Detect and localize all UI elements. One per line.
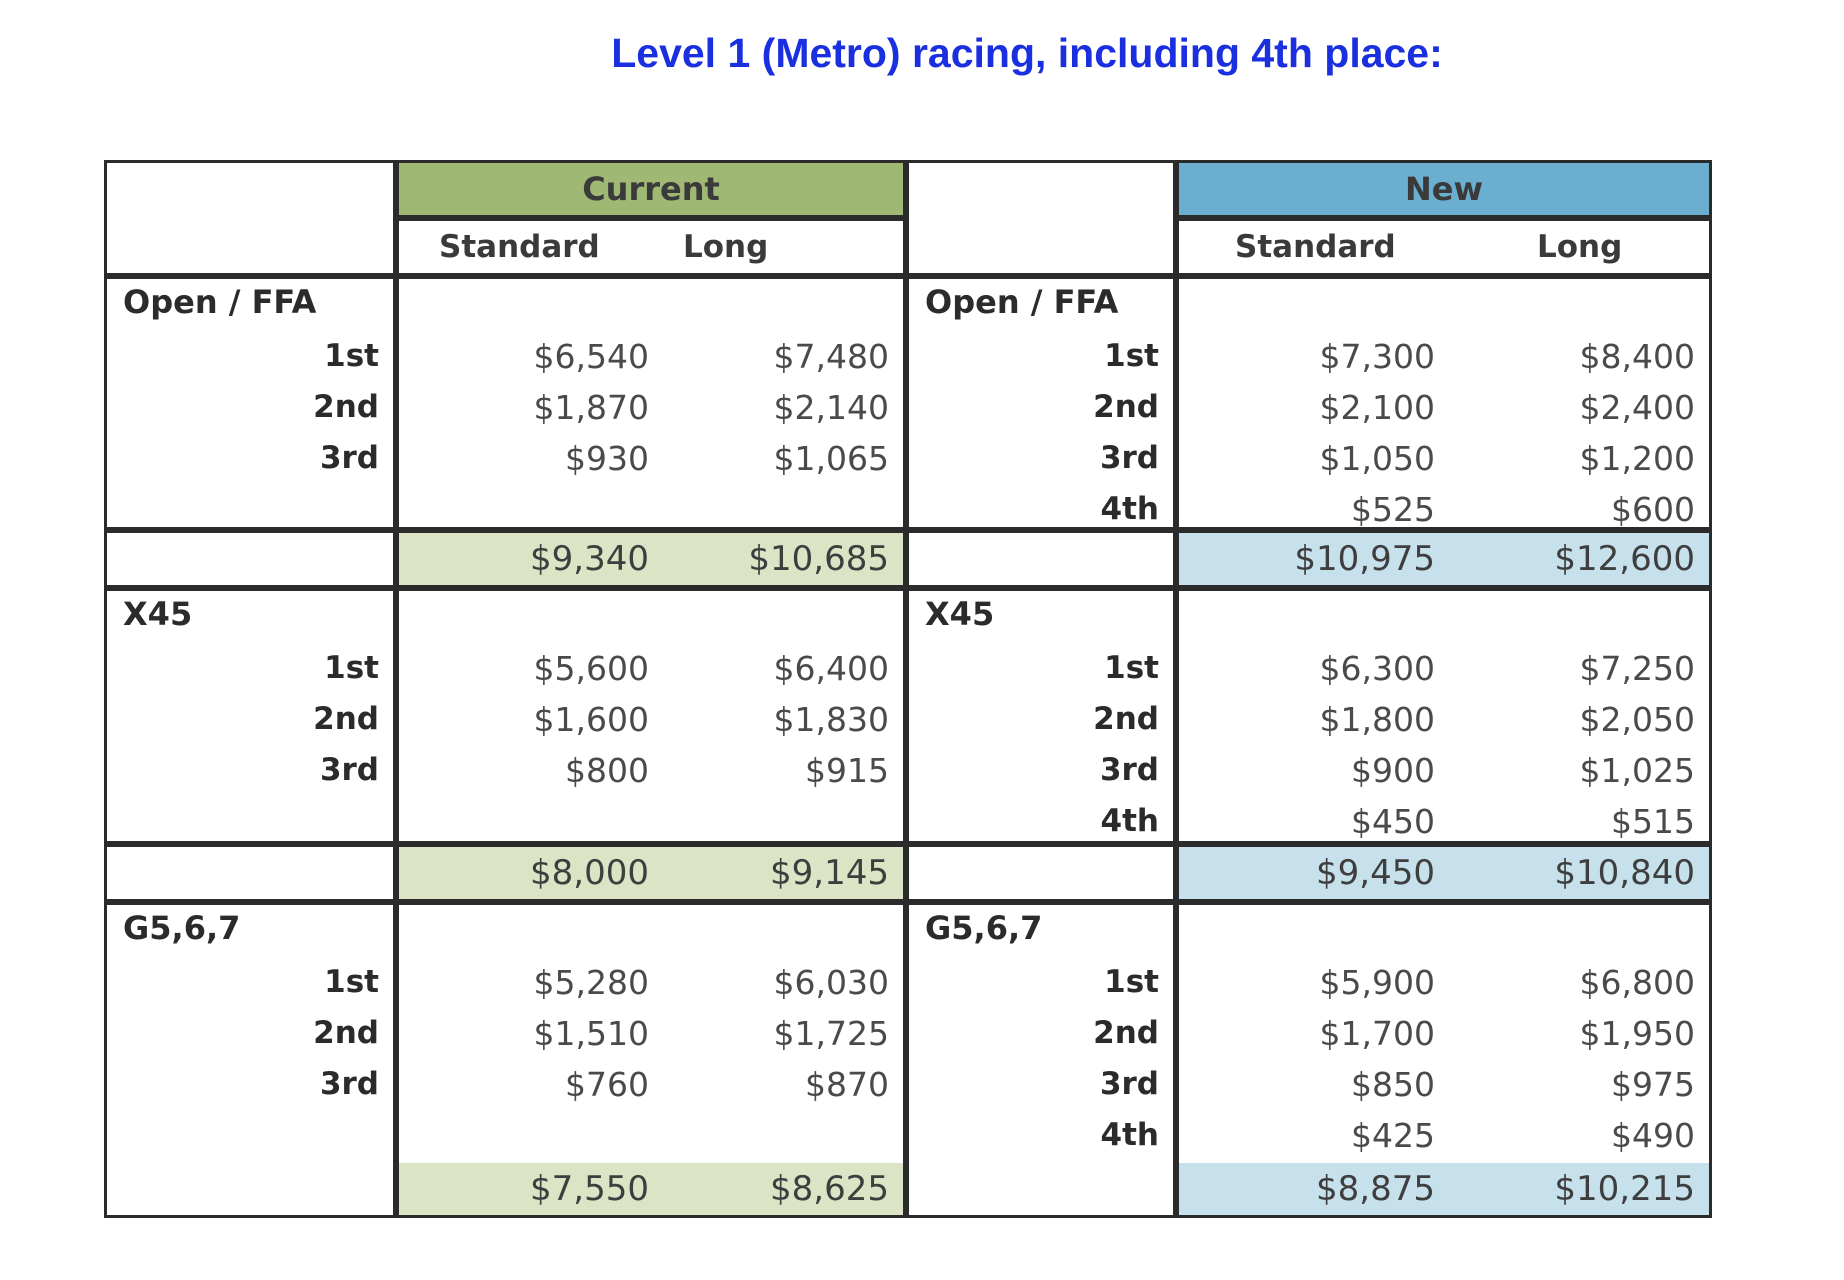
current-header: Current [396,160,906,218]
prize-value: $1,200 [1579,439,1695,478]
current-total-g567 [399,1163,903,1215]
prize-value: $1,725 [773,1014,889,1053]
total-blank-cell [104,844,396,902]
place-label: 1st [324,338,379,374]
prize-value: $1,065 [773,439,889,478]
place-list [313,643,379,796]
prize-value: $1,510 [533,1014,649,1053]
total-value: $9,340 [530,539,649,579]
prize-value: $6,300 [1319,649,1435,688]
prize-value: $6,540 [533,337,649,376]
long-values [1580,331,1695,535]
place-list [1093,643,1159,847]
prize-value: $760 [565,1065,649,1104]
new-values-g567 [1176,902,1712,1218]
category-label: X45 [925,595,995,633]
current-standard-header: Standard [439,229,600,265]
prize-value: $8,400 [1579,337,1695,376]
prize-value: $515 [1611,802,1695,841]
prize-value: $2,140 [773,388,889,427]
place-label: 4th [1100,1117,1159,1153]
total-blank-cell [906,530,1176,588]
current-values-g567 [396,902,906,1218]
total-value: $8,625 [770,1169,889,1209]
place-label: 2nd [313,701,379,737]
category-block-g567-new [906,902,1176,1218]
category-block-g567 [104,902,396,1218]
prize-value: $1,830 [773,700,889,739]
long-values [774,331,889,484]
corner-blank-cell [104,160,396,276]
prize-value: $600 [1611,490,1695,529]
prize-value: $450 [1351,802,1435,841]
place-label: 1st [324,964,379,1000]
total-value: $8,000 [530,853,649,893]
prize-value: $975 [1611,1065,1695,1104]
long-values [774,643,889,796]
prize-value: $6,800 [1579,963,1695,1002]
category-block-x45 [104,588,396,844]
place-label: 2nd [1093,1015,1159,1051]
category-block-open-ffa-new [906,276,1176,530]
new-subheader [1176,218,1712,276]
prize-value: $5,280 [533,963,649,1002]
new-standard-header: Standard [1235,229,1396,265]
new-long-header: Long [1537,229,1623,265]
category-block-open-ffa [104,276,396,530]
current-total-open-ffa [396,530,906,588]
place-label: 2nd [1093,701,1159,737]
current-values-open-ffa [396,276,906,530]
new-total-x45 [1176,844,1712,902]
prize-value: $2,400 [1579,388,1695,427]
page-title: Level 1 (Metro) racing, including 4th place: [611,30,1443,76]
place-label: 3rd [1099,1066,1159,1102]
total-value: $9,450 [1316,853,1435,893]
prize-value: $7,250 [1579,649,1695,688]
prize-money-table [104,160,1712,1218]
new-values-x45 [1176,588,1712,844]
prize-value: $1,050 [1319,439,1435,478]
prize-value: $6,400 [773,649,889,688]
prize-value: $800 [565,751,649,790]
prize-value: $425 [1351,1116,1435,1155]
place-label: 3rd [319,752,379,788]
current-subheader [396,218,906,276]
prize-value: $5,600 [533,649,649,688]
total-blank-cell [104,530,396,588]
prize-value: $900 [1351,751,1435,790]
current-values-x45 [396,588,906,844]
prize-value: $1,700 [1319,1014,1435,1053]
category-label: Open / FFA [123,283,317,321]
prize-value: $7,300 [1319,337,1435,376]
current-total-x45 [396,844,906,902]
place-label: 1st [1104,964,1159,1000]
place-list [1093,331,1159,535]
total-value: $10,215 [1554,1169,1695,1209]
prize-value: $7,480 [773,337,889,376]
standard-values [534,957,649,1110]
place-label: 1st [1104,338,1159,374]
standard-values [534,331,649,484]
prize-value: $6,030 [773,963,889,1002]
prize-value: $850 [1351,1065,1435,1104]
long-values [1580,643,1695,847]
prize-value: $870 [805,1065,889,1104]
prize-value: $2,100 [1319,388,1435,427]
place-label: 2nd [313,389,379,425]
place-label: 1st [1104,650,1159,686]
place-label: 2nd [1093,389,1159,425]
place-label: 3rd [319,440,379,476]
current-long-header: Long [683,229,769,265]
place-list [1093,957,1159,1161]
category-label: G5,6,7 [925,909,1043,947]
place-list [313,957,379,1110]
place-label: 4th [1100,803,1159,839]
long-values [774,957,889,1110]
place-list [313,331,379,484]
new-total-open-ffa [1176,530,1712,588]
new-header: New [1176,160,1712,218]
prize-value: $490 [1611,1116,1695,1155]
category-label: Open / FFA [925,283,1119,321]
standard-values [1320,643,1435,847]
new-total-g567 [1179,1163,1709,1215]
total-value: $9,145 [770,853,889,893]
total-blank-cell [906,844,1176,902]
prize-value: $2,050 [1579,700,1695,739]
middle-blank-cell [906,160,1176,276]
place-label: 1st [324,650,379,686]
place-label: 4th [1100,491,1159,527]
total-value: $12,600 [1554,539,1695,579]
prize-value: $1,950 [1579,1014,1695,1053]
prize-value: $525 [1351,490,1435,529]
category-block-x45-new [906,588,1176,844]
place-label: 3rd [1099,440,1159,476]
standard-values [534,643,649,796]
place-label: 3rd [1099,752,1159,788]
category-label: X45 [123,595,193,633]
standard-values [1320,331,1435,535]
prize-value: $1,025 [1579,751,1695,790]
prize-value: $1,870 [533,388,649,427]
place-label: 3rd [319,1066,379,1102]
prize-value: $5,900 [1319,963,1435,1002]
total-value: $10,840 [1554,853,1695,893]
standard-values [1320,957,1435,1161]
place-label: 2nd [313,1015,379,1051]
prize-value: $930 [565,439,649,478]
category-label: G5,6,7 [123,909,241,947]
prize-value: $1,600 [533,700,649,739]
prize-value: $1,800 [1319,700,1435,739]
prize-value: $915 [805,751,889,790]
total-value: $7,550 [530,1169,649,1209]
total-value: $10,975 [1294,539,1435,579]
new-values-open-ffa [1176,276,1712,530]
long-values [1580,957,1695,1161]
total-value: $8,875 [1316,1169,1435,1209]
total-value: $10,685 [748,539,889,579]
